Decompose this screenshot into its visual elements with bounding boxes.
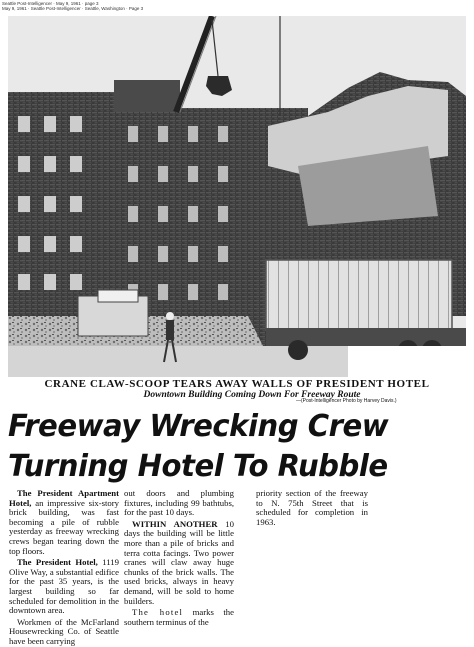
demolition-photo-illustration bbox=[8, 16, 466, 377]
metadata-line-2: May 9, 1961 · Seattle Post-Intelligencer · Seattle, Washington · Page 3 bbox=[2, 6, 144, 11]
paragraph bbox=[256, 489, 368, 527]
paragraph-text: out doors and plumbing fixtures, including 99 bathtubs, for the past 10 days. bbox=[124, 488, 234, 518]
article-column-2 bbox=[124, 489, 234, 627]
metadata-line-1: Seattle Post-Intelligencer · May 9, 1961 · page 3 bbox=[2, 1, 99, 6]
paragraph-text: 10 days the building will be little more than a pile of bricks and terra cotta facings. Two power cranes will claw away huge chunks of the brick walls. The used bricks, always in heavy demand, will be sold to home builders. bbox=[124, 518, 234, 606]
paragraph bbox=[124, 489, 234, 518]
paragraph-text: priority section of the freeway to N. 75th Street that is scheduled for completion in 1963. bbox=[256, 488, 368, 527]
paragraph bbox=[9, 618, 119, 647]
photo-caption bbox=[8, 378, 466, 400]
paragraph-text: 1119 Olive Way, a substantial edifice for the past 35 years, is the largest building so far scheduled for demolition in the downtown area. bbox=[9, 557, 119, 616]
paragraph-text: marks the southern terminus of the bbox=[124, 607, 234, 627]
paragraph-text: Workmen of the McFarland Housewrecking Co. of Seattle have been carrying bbox=[9, 616, 119, 646]
paragraph bbox=[124, 520, 234, 606]
paragraph-lead: The hotel bbox=[132, 607, 184, 618]
paragraph bbox=[9, 489, 119, 556]
paragraph-lead: The President Hotel, bbox=[17, 557, 98, 568]
article-headline-line-1: Freeway Wrecking Crew bbox=[8, 409, 389, 444]
paragraph bbox=[9, 558, 119, 616]
article-column-1 bbox=[9, 489, 119, 647]
article-headline-line-2: Turning Hotel To Rubble bbox=[8, 449, 388, 484]
paragraph bbox=[124, 608, 234, 627]
news-photo bbox=[8, 16, 466, 377]
article-column-3 bbox=[256, 489, 368, 527]
photo-credit: —(Post-Intelligencer Photo by Harvey Davis.) bbox=[296, 398, 397, 404]
caption-subhead: Downtown Building Coming Down For Freeway Route bbox=[143, 390, 361, 400]
caption-headline: CRANE CLAW-SCOOP TEARS AWAY WALLS OF PRESIDENT HOTEL bbox=[44, 378, 430, 390]
archive-metadata bbox=[2, 1, 302, 11]
paragraph-text: an impressive six-story brick building, was fast becoming a pile of rubble yesterday as freeway wrecking crews began tearing down the top floors. bbox=[9, 497, 119, 556]
paragraph-lead: The President Apartment Hotel, bbox=[9, 488, 119, 508]
paragraph-subhead: WITHIN ANOTHER bbox=[132, 518, 218, 529]
